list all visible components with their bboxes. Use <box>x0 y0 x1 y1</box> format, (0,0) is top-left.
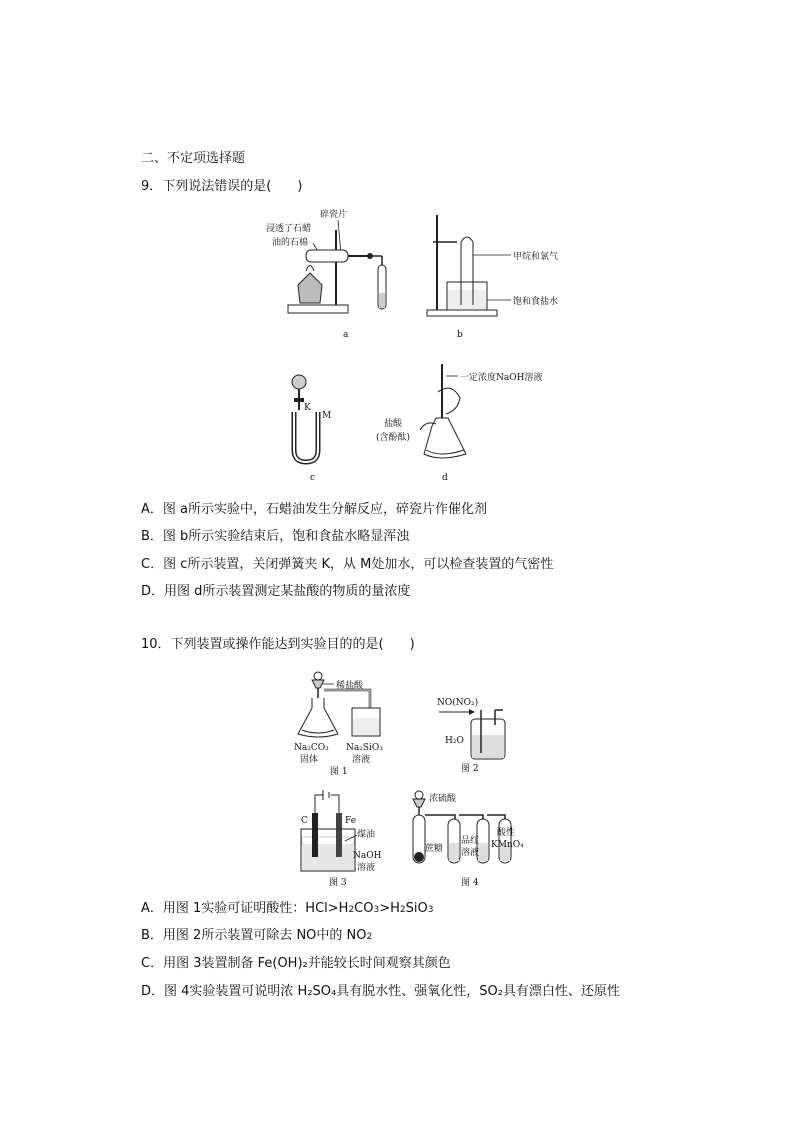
fig-a-caption: a <box>343 330 349 340</box>
figure-a <box>258 205 408 345</box>
figure-c <box>282 362 342 487</box>
fig1-acid-label: 稀盐酸 <box>336 681 364 691</box>
fig2-liquid-label: H₂O <box>445 736 464 746</box>
fig2-caption: 图 2 <box>461 764 479 774</box>
q10-option-d: D．图 4实验装置可说明浓 H₂SO₄具有脱水性、强氧化性，SO₂具有漂白性、还原性 <box>141 984 620 999</box>
fig-a-label-2: 浸透了石蜡 <box>266 224 312 234</box>
q10-option-b: B．用图 2所示装置可除去 NO中的 NO2 <box>141 928 373 943</box>
q9-option-c: C．图 c所示装置，关闭弹簧夹 K，从 M处加水，可以检查装置的气密性 <box>141 557 554 572</box>
fig-d-caption: d <box>442 473 448 483</box>
figure-4 <box>405 785 535 890</box>
fig4-caption: 图 4 <box>461 878 479 888</box>
section-title: 二、不定项选择题 <box>141 151 246 166</box>
fig4-kmno4-label-1: 酸性 <box>497 828 516 838</box>
figure-b <box>425 210 565 345</box>
fig-c-label-k: K <box>304 403 311 413</box>
fig4-pinhong-label-2: 溶液 <box>461 848 480 858</box>
fig4-sugar-label: 蔗糖 <box>425 844 444 854</box>
fig2-gas-label: NO(NO₂) <box>437 698 479 708</box>
q9-option-b: B．图 b所示实验结束后，饱和食盐水略显浑浊 <box>141 529 410 544</box>
fig4-kmno4-label-2: KMnO₄ <box>491 840 524 850</box>
fig3-naoh-label-2: 溶液 <box>357 863 376 873</box>
fig-d-label-1: 一定浓度NaOH溶液 <box>460 373 543 383</box>
fig3-oil-label: 煤油 <box>357 830 376 840</box>
fig-b-label-2: 饱和食盐水 <box>513 297 559 307</box>
fig3-c-label: C <box>301 816 308 826</box>
fig-b-caption: b <box>457 330 463 340</box>
fig-d-label-2: 盐酸 <box>384 419 403 429</box>
q10-option-a: A．用图 1实验可证明酸性：HCl>H2CO3>H2SiO3 <box>141 901 434 916</box>
question-10-stem: 10．下列装置或操作能达到实验目的的是( ) <box>141 637 415 652</box>
q9-option-d: D．用图 d所示装置测定某盐酸的物质的量浓度 <box>141 584 411 599</box>
figure-1 <box>290 668 400 778</box>
fig-c-caption: c <box>310 473 316 483</box>
fig1-right-label-2: 溶液 <box>352 755 371 765</box>
figure-2 <box>435 695 515 780</box>
fig4-pinhong-label-1: 品红 <box>461 836 480 846</box>
q9-option-a: A．图 a所示实验中，石蜡油发生分解反应，碎瓷片作催化剂 <box>141 502 487 517</box>
fig3-caption: 图 3 <box>329 878 347 888</box>
fig-a-label-1: 碎瓷片 <box>320 210 348 220</box>
question-9-stem: 9．下列说法错误的是( ) <box>141 179 303 194</box>
fig4-acid-label: 浓硫酸 <box>429 794 457 804</box>
fig1-right-label-1: Na₂SiO₃ <box>346 743 383 753</box>
fig-b-label-1: 甲烷和氯气 <box>513 252 559 262</box>
fig-a-label-3: 油的石棉 <box>272 238 309 248</box>
fig1-caption: 图 1 <box>330 767 348 777</box>
figure-d <box>370 362 560 487</box>
fig3-naoh-label-1: NaOH <box>353 851 382 861</box>
fig1-left-label-2: 固体 <box>300 755 319 765</box>
fig3-fe-label: Fe <box>345 816 357 826</box>
figure-3 <box>295 785 405 890</box>
fig-d-label-3: (含酚酞) <box>376 433 411 443</box>
fig-c-label-m: M <box>322 411 332 421</box>
q10-option-c: C．用图 3装置制备 Fe(OH)₂并能较长时间观察其颜色 <box>141 956 451 971</box>
fig1-left-label-1: Na₂CO₃ <box>294 743 329 753</box>
